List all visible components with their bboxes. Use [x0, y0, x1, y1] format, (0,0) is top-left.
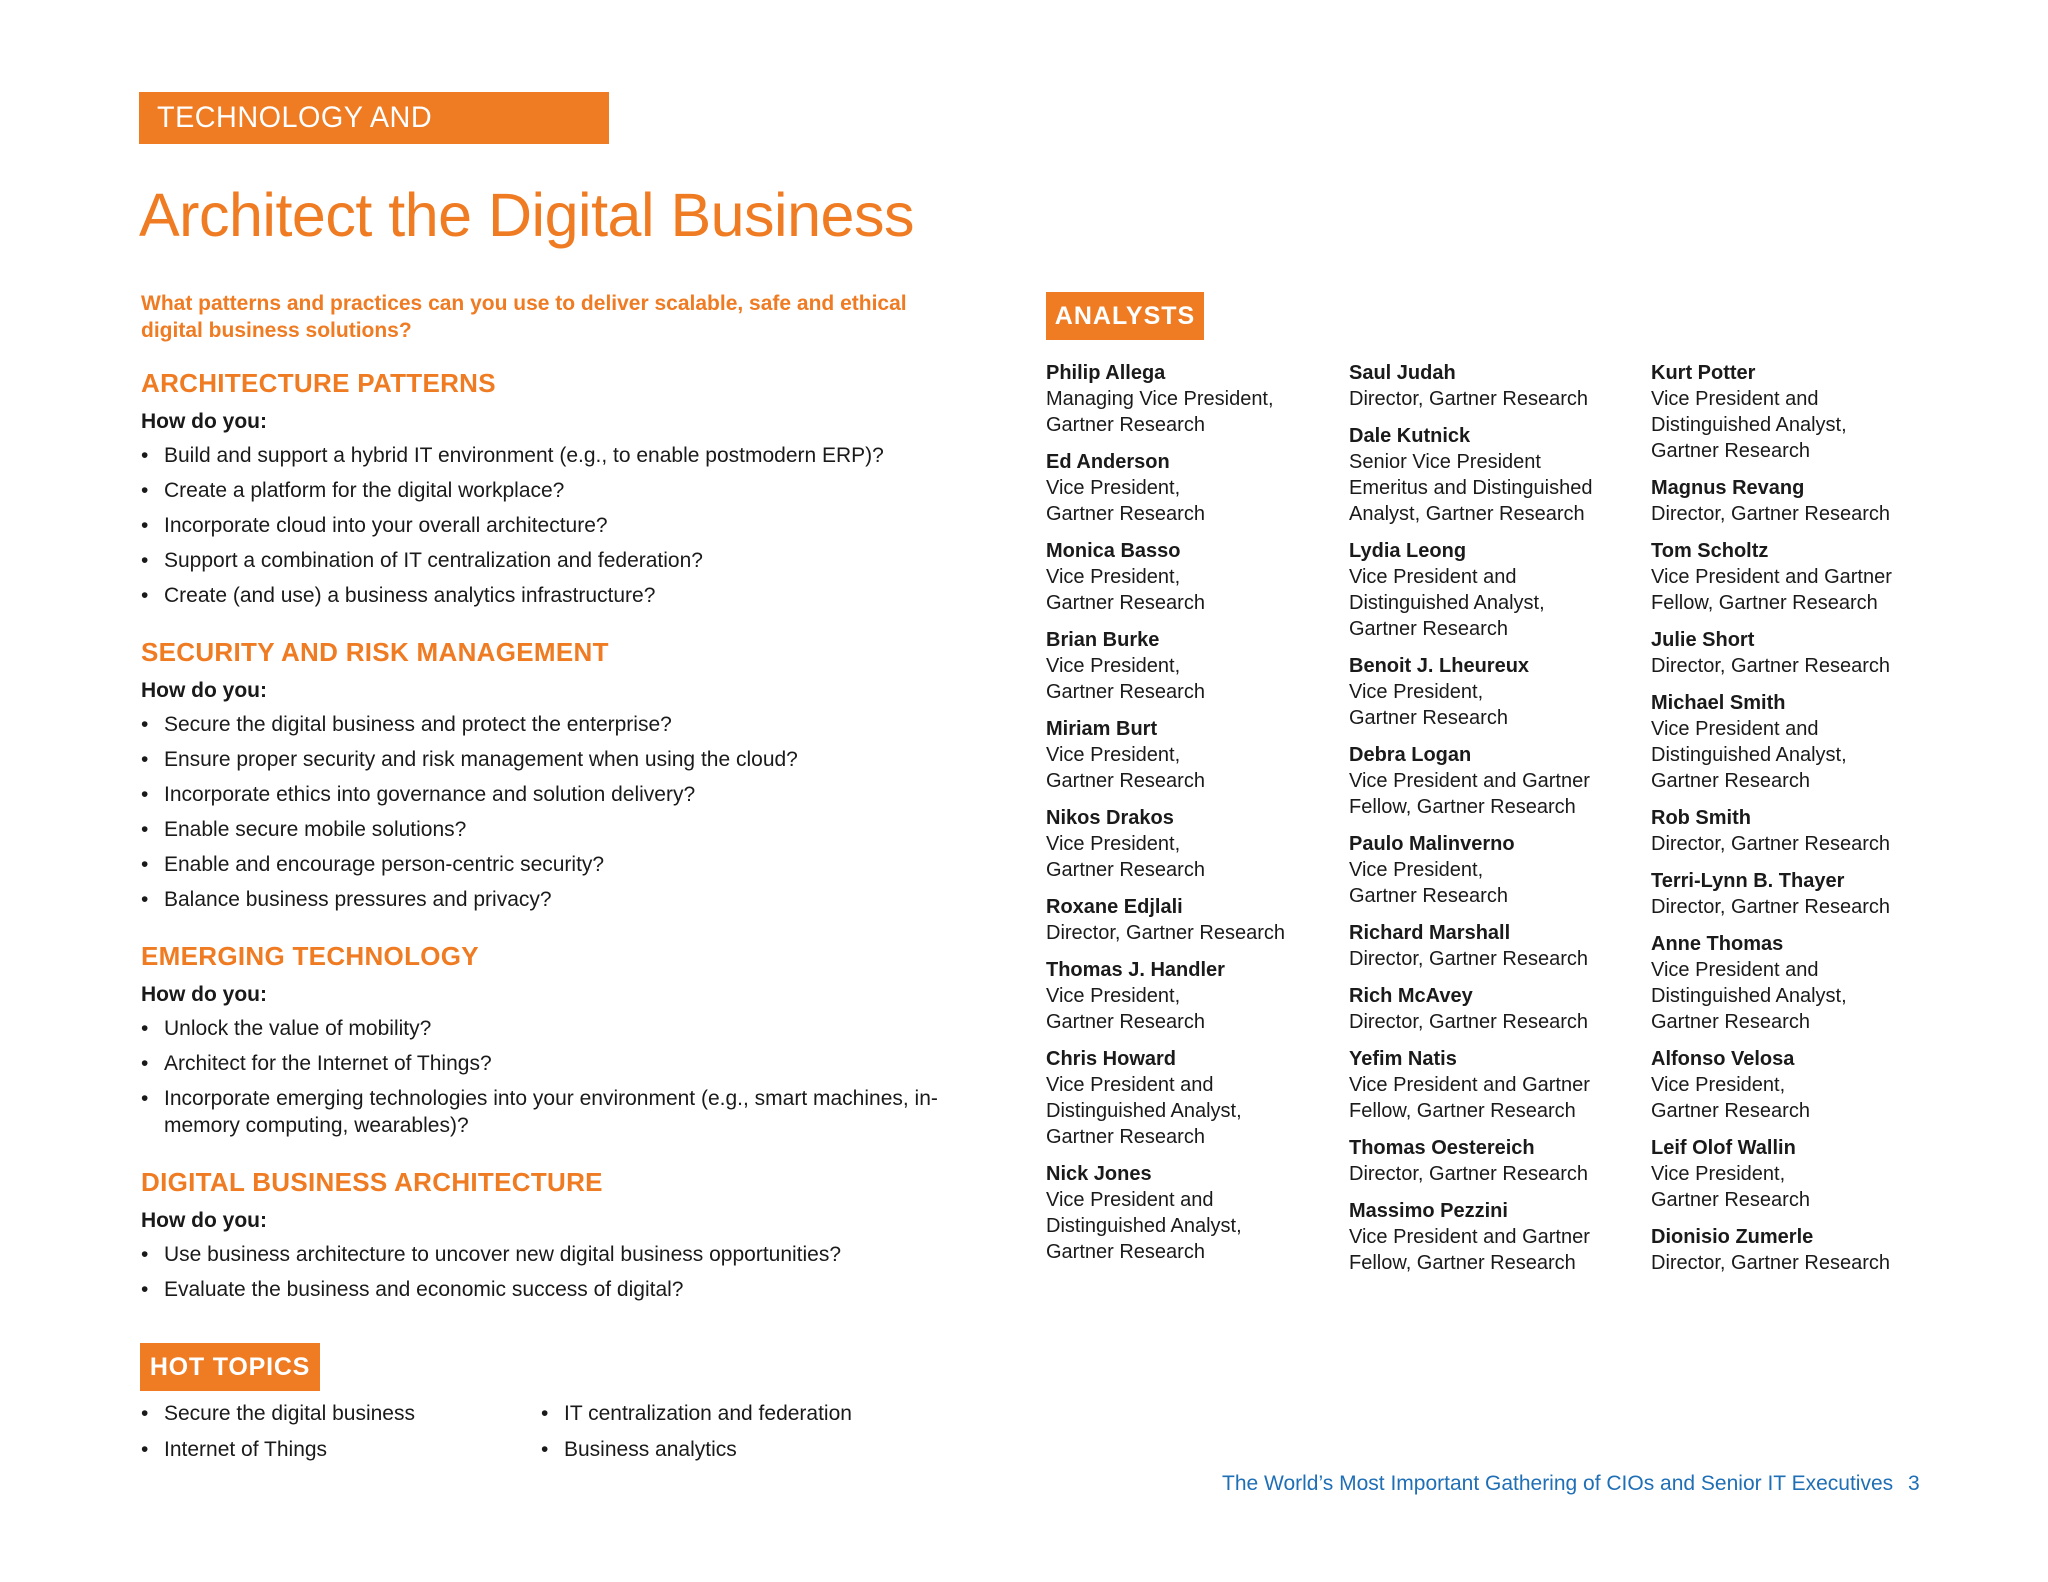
- analyst-title: Director, Gartner Research: [1651, 1252, 1890, 1274]
- analyst-entry: [1651, 1135, 1941, 1213]
- section-heading: SECURITY AND RISK MANAGEMENT: [141, 637, 609, 667]
- analyst-entry: [1046, 627, 1336, 705]
- sections-container: [141, 368, 941, 1303]
- analyst-title: Vice President, Gartner Research: [1046, 655, 1205, 703]
- hot-topic-item: • Business analytics: [541, 1436, 941, 1463]
- analyst-title: Director, Gartner Research: [1651, 833, 1890, 855]
- analyst-name: Rich McAvey: [1349, 985, 1473, 1007]
- analyst-title: Director, Gartner Research: [1651, 896, 1890, 918]
- page-title: Architect the Digital Business: [139, 181, 914, 249]
- analyst-title: Vice President, Gartner Research: [1046, 566, 1205, 614]
- analyst-entry: [1349, 538, 1639, 642]
- hot-topic-item: • Secure the digital business: [141, 1400, 521, 1427]
- analyst-title: Director, Gartner Research: [1349, 388, 1588, 410]
- analyst-name: Saul Judah: [1349, 362, 1456, 384]
- analyst-title: Vice President, Gartner Research: [1046, 833, 1205, 881]
- section: [141, 941, 941, 1139]
- analyst-entry: [1046, 1161, 1336, 1265]
- analyst-entry: [1651, 931, 1941, 1035]
- footer-tagline: The World’s Most Important Gathering of CIOs and Senior IT Executives: [1222, 1472, 1894, 1495]
- analyst-title: Vice President, Gartner Research: [1046, 985, 1205, 1033]
- analyst-title: Vice President and Distinguished Analyst, Gartner Research: [1651, 718, 1847, 792]
- list-item: • Secure the digital business and protect the enterprise?: [141, 711, 941, 738]
- analyst-title: Director, Gartner Research: [1349, 948, 1588, 970]
- analyst-name: Julie Short: [1651, 629, 1755, 651]
- list-item: • Incorporate ethics into governance and solution delivery?: [141, 781, 941, 808]
- analyst-title: Director, Gartner Research: [1046, 922, 1285, 944]
- list-item: • Create a platform for the digital workplace?: [141, 477, 941, 504]
- question-list: [141, 711, 941, 913]
- analyst-name: Michael Smith: [1651, 692, 1786, 714]
- analyst-name: Benoit J. Lheureux: [1349, 655, 1530, 677]
- analyst-entry: [1349, 920, 1639, 972]
- list-item: • Architect for the Internet of Things?: [141, 1050, 941, 1077]
- analyst-name: Ed Anderson: [1046, 451, 1170, 473]
- analyst-entry: [1349, 983, 1639, 1035]
- track-label: TECHNOLOGY AND INFORMATION: [157, 101, 433, 186]
- analyst-entry: [1349, 1198, 1639, 1276]
- analyst-title: Director, Gartner Research: [1349, 1011, 1588, 1033]
- analyst-entry: [1349, 360, 1639, 412]
- track-badge: [139, 92, 609, 186]
- list-item: • Build and support a hybrid IT environment (e.g., to enable postmodern ERP)?: [141, 442, 941, 469]
- analyst-entry: [1349, 1135, 1639, 1187]
- analyst-title: Managing Vice President, Gartner Research: [1046, 388, 1274, 436]
- analyst-entry: [1046, 805, 1336, 883]
- analyst-entry: [1651, 805, 1941, 857]
- analyst-name: Debra Logan: [1349, 744, 1472, 766]
- analyst-name: Philip Allega: [1046, 362, 1166, 384]
- list-item: • Enable secure mobile solutions?: [141, 816, 941, 843]
- analyst-name: Rob Smith: [1651, 807, 1751, 829]
- analyst-entry: [1349, 742, 1639, 820]
- analyst-entry: [1046, 538, 1336, 616]
- section-heading: EMERGING TECHNOLOGY: [141, 941, 479, 971]
- list-item: • Unlock the value of mobility?: [141, 1015, 941, 1042]
- analyst-title: Vice President, Gartner Research: [1651, 1163, 1810, 1211]
- list-item: • Balance business pressures and privacy?: [141, 886, 941, 913]
- analyst-entry: [1651, 1046, 1941, 1124]
- list-item: • Support a combination of IT centralization and federation?: [141, 547, 941, 574]
- analyst-entry: [1349, 423, 1639, 527]
- list-item: • Incorporate cloud into your overall architecture?: [141, 512, 941, 539]
- analyst-title: Vice President, Gartner Research: [1046, 477, 1205, 525]
- analyst-name: Richard Marshall: [1349, 922, 1511, 944]
- analyst-entry: [1651, 1224, 1941, 1276]
- analyst-title: Vice President and Distinguished Analyst, Gartner Research: [1046, 1189, 1242, 1263]
- analyst-entry: [1651, 475, 1941, 527]
- hot-topics-list-left: [141, 1400, 521, 1472]
- list-item: • Use business architecture to uncover new digital business opportunities?: [141, 1241, 941, 1268]
- question-list: [141, 1241, 941, 1303]
- question-list: [141, 1015, 941, 1139]
- questions-column: [141, 290, 941, 1331]
- intro-question: What patterns and practices can you use to deliver scalable, safe and ethical digital business solutions?: [141, 292, 907, 342]
- analyst-name: Massimo Pezzini: [1349, 1200, 1508, 1222]
- hot-topic-item: • Internet of Things: [141, 1436, 521, 1463]
- section-lead: How do you:: [141, 410, 267, 433]
- analyst-name: Thomas Oestereich: [1349, 1137, 1535, 1159]
- list-item: • Enable and encourage person-centric security?: [141, 851, 941, 878]
- list-item: • Evaluate the business and economic success of digital?: [141, 1276, 941, 1303]
- analyst-title: Senior Vice President Emeritus and Distinguished Analyst, Gartner Research: [1349, 451, 1593, 525]
- section-lead: How do you:: [141, 1209, 267, 1232]
- analyst-entry: [1046, 1046, 1336, 1150]
- analyst-name: Nick Jones: [1046, 1163, 1152, 1185]
- analyst-entry: [1651, 360, 1941, 464]
- analyst-name: Thomas J. Handler: [1046, 959, 1225, 981]
- analysts-column-3: [1651, 360, 1941, 1287]
- analyst-name: Kurt Potter: [1651, 362, 1756, 384]
- section-lead: How do you:: [141, 983, 267, 1006]
- list-item: • Incorporate emerging technologies into your environment (e.g., smart machines, in-memory computing, wearables)?: [141, 1085, 941, 1139]
- analyst-name: Chris Howard: [1046, 1048, 1177, 1070]
- analyst-title: Vice President and Distinguished Analyst, Gartner Research: [1046, 1074, 1242, 1148]
- analyst-title: Vice President, Gartner Research: [1349, 859, 1508, 907]
- analyst-entry: [1349, 1046, 1639, 1124]
- analyst-title: Vice President and Distinguished Analyst, Gartner Research: [1651, 388, 1847, 462]
- analyst-name: Monica Basso: [1046, 540, 1181, 562]
- analyst-entry: [1046, 957, 1336, 1035]
- analyst-name: Anne Thomas: [1651, 933, 1784, 955]
- list-item: • Create (and use) a business analytics infrastructure?: [141, 582, 941, 609]
- analysts-column-1: [1046, 360, 1336, 1276]
- analyst-name: Lydia Leong: [1349, 540, 1467, 562]
- analyst-name: Alfonso Velosa: [1651, 1048, 1795, 1070]
- analyst-name: Yefim Natis: [1349, 1048, 1457, 1070]
- analysts-badge: ANALYSTS: [1046, 292, 1204, 340]
- analyst-entry: [1651, 868, 1941, 920]
- hot-topics-badge: HOT TOPICS: [140, 1343, 320, 1391]
- analyst-entry: [1046, 894, 1336, 946]
- analyst-name: Magnus Revang: [1651, 477, 1805, 499]
- analyst-name: Miriam Burt: [1046, 718, 1158, 740]
- analyst-entry: [1651, 538, 1941, 616]
- hot-topic-item: • IT centralization and federation: [541, 1400, 941, 1427]
- analyst-title: Vice President, Gartner Research: [1651, 1074, 1810, 1122]
- analyst-entry: [1651, 627, 1941, 679]
- analysts-column-2: [1349, 360, 1639, 1287]
- analyst-name: Dionisio Zumerle: [1651, 1226, 1814, 1248]
- analyst-title: Vice President and Gartner Fellow, Gartner Research: [1349, 1074, 1590, 1122]
- analyst-name: Dale Kutnick: [1349, 425, 1471, 447]
- analyst-entry: [1349, 653, 1639, 731]
- analyst-entry: [1046, 716, 1336, 794]
- analyst-name: Brian Burke: [1046, 629, 1160, 651]
- analyst-name: Nikos Drakos: [1046, 807, 1174, 829]
- analyst-name: Leif Olof Wallin: [1651, 1137, 1796, 1159]
- analyst-title: Vice President and Gartner Fellow, Gartner Research: [1651, 566, 1892, 614]
- analyst-title: Vice President and Distinguished Analyst, Gartner Research: [1651, 959, 1847, 1033]
- analyst-entry: [1651, 690, 1941, 794]
- section-heading: DIGITAL BUSINESS ARCHITECTURE: [141, 1167, 603, 1197]
- hot-topics-list-right: [541, 1400, 941, 1472]
- section-heading: ARCHITECTURE PATTERNS: [141, 368, 496, 398]
- analyst-entry: [1349, 831, 1639, 909]
- analyst-entry: [1046, 449, 1336, 527]
- analyst-title: Director, Gartner Research: [1651, 503, 1890, 525]
- section: [141, 637, 941, 913]
- section-lead: How do you:: [141, 679, 267, 702]
- analyst-name: Roxane Edjlali: [1046, 896, 1183, 918]
- analyst-name: Terri-Lynn B. Thayer: [1651, 870, 1845, 892]
- analyst-title: Vice President and Distinguished Analyst, Gartner Research: [1349, 566, 1545, 640]
- analyst-title: Director, Gartner Research: [1651, 655, 1890, 677]
- analyst-entry: [1046, 360, 1336, 438]
- analyst-name: Tom Scholtz: [1651, 540, 1769, 562]
- analyst-title: Director, Gartner Research: [1349, 1163, 1588, 1185]
- question-list: [141, 442, 941, 609]
- analyst-title: Vice President and Gartner Fellow, Gartner Research: [1349, 1226, 1590, 1274]
- analyst-title: Vice President, Gartner Research: [1046, 744, 1205, 792]
- analyst-title: Vice President, Gartner Research: [1349, 681, 1508, 729]
- analyst-name: Paulo Malinverno: [1349, 833, 1515, 855]
- section: [141, 1167, 941, 1303]
- section: [141, 368, 941, 609]
- analyst-title: Vice President and Gartner Fellow, Gartner Research: [1349, 770, 1590, 818]
- page-number: 3: [1908, 1472, 1920, 1495]
- list-item: • Ensure proper security and risk management when using the cloud?: [141, 746, 941, 773]
